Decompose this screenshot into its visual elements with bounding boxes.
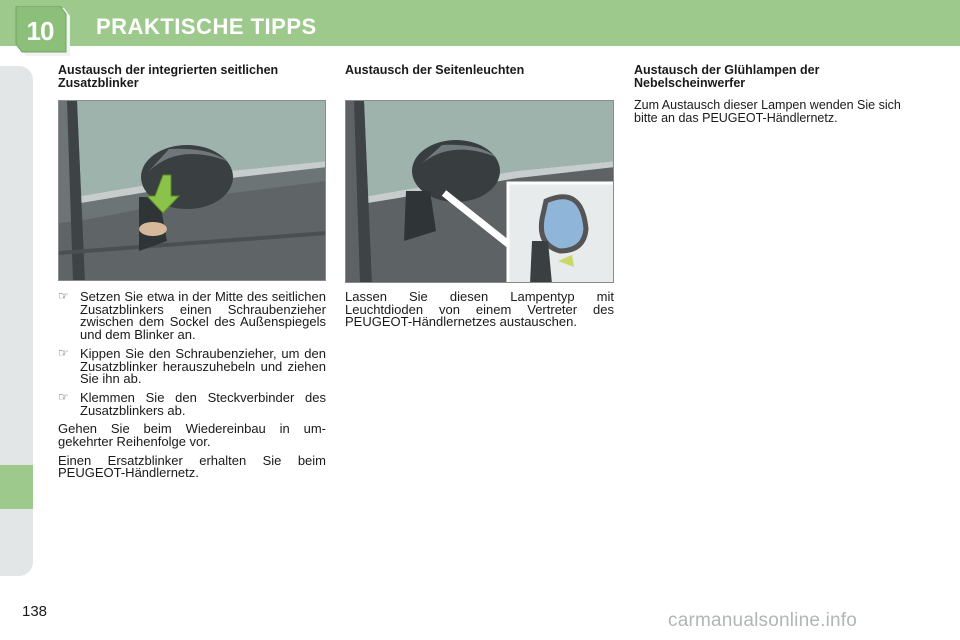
bullet-text: Klemmen Sie den Steckverbinder des Zusatzblinkers ab.: [80, 389, 326, 418]
section-heading-nebelscheinwerfer: Austausch der Glühlampen der Nebelscheinwerfer: [634, 63, 820, 90]
side-lamp-text: Lassen Sie diesen Lampentyp mit Leuchtdioden von einem Vertreter des PEUGEOT-Händlernetzes austauschen.: [345, 289, 614, 330]
bullet-text: Kippen Sie den Schraubenzieher, um den Zusatzblinker herauszuhebeln und ziehen Sie ihn ab.: [80, 345, 326, 387]
watermark: carmanualsonline.info: [668, 610, 858, 631]
figure-indicator-removal: [58, 100, 326, 281]
instruction-list: [58, 291, 326, 486]
pointing-hand-icon: ☞: [58, 289, 69, 303]
fog-lamp-text: Zum Austausch dieser Lampen wenden Sie sich bitte an das PEUGEOT-Händlernetz.: [634, 98, 901, 125]
section-heading-zusatzblinker: Austausch der integrierten seitlichen Zusatzblinker: [58, 63, 279, 90]
paragraph: Gehen Sie beim Wiedereinbau in um-gekehrter Reihenfolge vor.: [58, 421, 326, 450]
figure-side-lamp: [345, 100, 614, 283]
list-item: [58, 291, 326, 342]
chapter-number: 10: [26, 16, 54, 46]
page-title: PRAKTISCHE TIPPS: [96, 14, 317, 39]
list-item: [58, 389, 326, 418]
list-item: [58, 345, 326, 387]
page-number: 138: [22, 603, 48, 620]
chapter-side-tab: [0, 465, 33, 509]
pointing-hand-icon: ☞: [58, 389, 69, 404]
paragraph: Einen Ersatzblinker erhalten Sie beim PEUGEOT-Händlernetz.: [58, 452, 326, 481]
bullet-text: Setzen Sie etwa in der Mitte des seitlichen Zusatzblinkers einen Schraubenzieher zwischen dem Sockel des Außenspiegels und dem Blinker an.: [80, 289, 326, 343]
chapter-badge: [14, 6, 72, 58]
pointing-hand-icon: ☞: [58, 345, 69, 360]
section-heading-seitenleuchten: Austausch der Seitenleuchten: [345, 63, 525, 77]
